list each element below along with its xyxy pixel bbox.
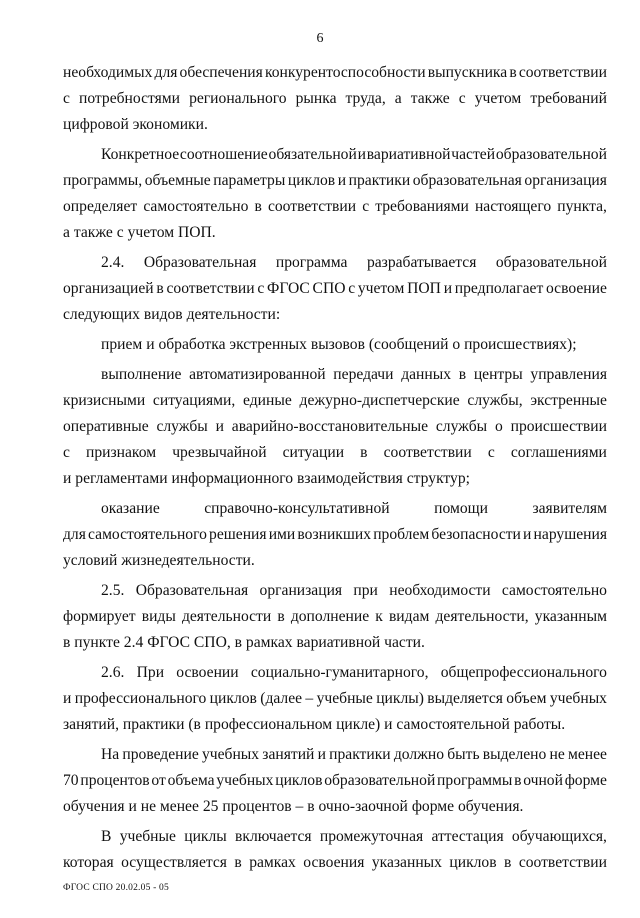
paragraph xyxy=(63,250,607,328)
text-line: оперативные службы и аварийно-восстановительные службы о происшествии xyxy=(63,418,607,435)
text-line: цифровой экономики. xyxy=(63,116,208,133)
text-line: выполнение автоматизированной передачи данных в центры управления xyxy=(101,366,607,383)
paragraph xyxy=(63,362,607,492)
text-line: определяет самостоятельно в соответствии с требованиями настоящего пункта, xyxy=(63,198,607,215)
paragraph xyxy=(63,824,607,876)
text-line: 2.4. Образовательная программа разрабатывается образовательной xyxy=(101,254,607,271)
paragraph xyxy=(63,332,607,358)
paragraph xyxy=(63,578,607,656)
text-line: формирует виды деятельности в дополнение к видам деятельности, указанным xyxy=(63,608,607,625)
text-line: Конкретное соотношение обязательной и вариативной частей образовательной xyxy=(101,146,607,163)
paragraph xyxy=(63,60,607,138)
text-line: оказание справочно-консультативной помощи заявителям xyxy=(101,500,607,517)
text-line: условий жизнедеятельности. xyxy=(63,552,255,569)
text-line: и профессионального циклов (далее – учебные циклы) выделяется объем учебных xyxy=(63,690,607,707)
text-line: На проведение учебных занятий и практики должно быть выделено не менее xyxy=(101,746,607,763)
text-line: в пункте 2.4 ФГОС СПО, в рамках вариативной части. xyxy=(63,634,425,651)
text-line: 2.6. При освоении социально-гуманитарного, общепрофессионального xyxy=(101,664,607,681)
text-line: В учебные циклы включается промежуточная аттестация обучающихся, xyxy=(101,828,607,845)
body-text xyxy=(63,60,607,880)
text-line: с потребностями регионального рынка труда, а также с учетом требований xyxy=(63,90,607,107)
page-number: 6 xyxy=(316,31,324,46)
text-line: программы, объемные параметры циклов и практики образовательная организация xyxy=(63,172,607,189)
paragraph xyxy=(63,742,607,820)
text-line: для самостоятельного решения ими возникших проблем безопасности и нарушения xyxy=(63,526,607,543)
paragraph xyxy=(63,142,607,246)
footer-document-code: ФГОС СПО 20.02.05 - 05 xyxy=(63,883,169,893)
text-line: занятий, практики (в профессиональном цикле) и самостоятельной работы. xyxy=(63,716,566,733)
text-line: кризисными ситуациями, единые дежурно-диспетчерские службы, экстренные xyxy=(63,392,607,409)
text-line: следующих видов деятельности: xyxy=(63,306,281,323)
text-line: с признаком чрезвычайной ситуации в соответствии с соглашениями xyxy=(63,444,607,461)
text-line: 70 процентов от объема учебных циклов образовательной программы в очной форме xyxy=(63,772,607,789)
text-line: организацией в соответствии с ФГОС СПО с учетом ПОП и предполагает освоение xyxy=(63,280,607,297)
text-line: необходимых для обеспечения конкурентоспособности выпускника в соответствии xyxy=(63,64,607,81)
text-line: которая осуществляется в рамках освоения указанных циклов в соответствии xyxy=(63,854,607,871)
text-line: и регламентами информационного взаимодействия структур; xyxy=(63,470,470,487)
paragraph xyxy=(63,496,607,574)
text-line: 2.5. Образовательная организация при необходимости самостоятельно xyxy=(101,582,607,599)
text-line: обучения и не менее 25 процентов – в очно-заочной форме обучения. xyxy=(63,798,524,815)
paragraph xyxy=(63,660,607,738)
text-line: а также с учетом ПОП. xyxy=(63,224,216,241)
text-line: прием и обработка экстренных вызовов (сообщений о происшествиях); xyxy=(101,336,577,353)
